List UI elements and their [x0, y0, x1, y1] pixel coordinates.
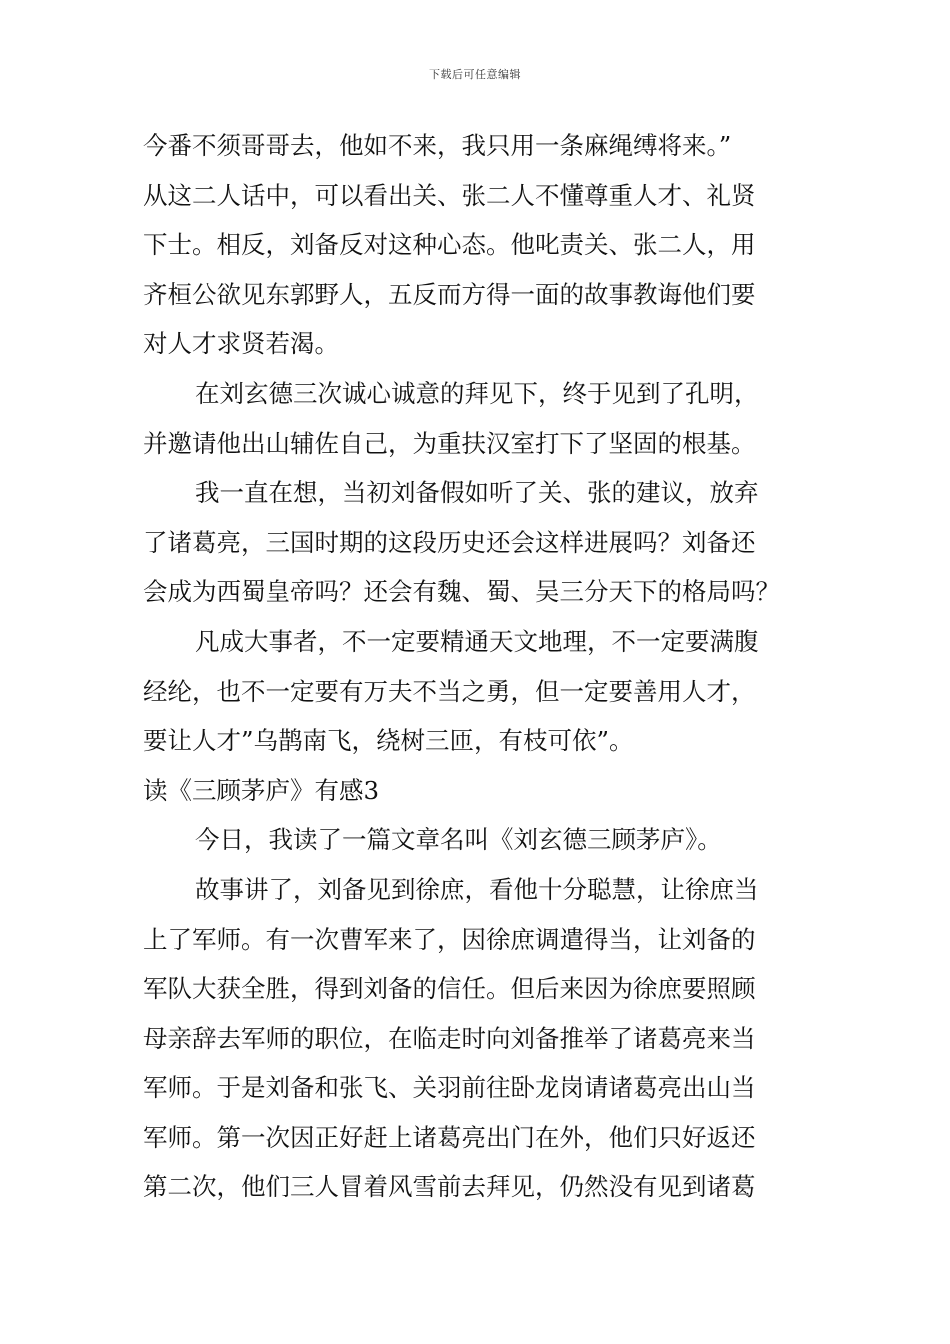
- text-line: 从这二人话中，可以看出关、张二人不懂尊重人才、礼贤: [143, 180, 756, 210]
- text-line: 凡成大事者，不一定要精通天文地理，不一定要满腹: [195, 626, 759, 656]
- text-line: 经纶，也不一定要有万夫不当之勇，但一定要善用人才，: [143, 676, 756, 706]
- text-line: 对人才求贤若渴。: [143, 329, 339, 359]
- text-line: 并邀请他出山辅佐自己，为重扶汉室打下了坚固的根基。: [143, 428, 756, 458]
- section-heading: 读《三顾茅庐》有感3: [143, 775, 380, 805]
- text-line: 第二次，他们三人冒着风雪前去拜见，仍然没有见到诸葛: [143, 1172, 756, 1202]
- text-line: 军队大获全胜，得到刘备的信任。但后来因为徐庶要照顾: [143, 974, 756, 1004]
- text-line: 今日，我读了一篇文章名叫《刘玄德三顾茅庐》。: [195, 825, 722, 855]
- text-line: 上了军师。有一次曹军来了，因徐庶调遣得当，让刘备的: [143, 924, 756, 954]
- text-line: 下士。相反，刘备反对这种心态。他叱责关、张二人，用: [143, 230, 756, 260]
- text-line: 今番不须哥哥去，他如不来，我只用一条麻绳缚将来。”: [143, 131, 732, 160]
- text-line: 会成为西蜀皇帝吗？还会有魏、蜀、吴三分天下的格局吗？: [143, 577, 780, 607]
- text-line: 故事讲了，刘备见到徐庶，看他十分聪慧，让徐庶当: [195, 874, 759, 904]
- text-line: 要让人才”乌鹊南飞，绕树三匝，有枝可依”。: [143, 726, 634, 756]
- text-line: 齐桓公欲见东郭野人，五反而方得一面的故事教诲他们要: [143, 279, 756, 309]
- document-body: [143, 121, 815, 1212]
- page-header: 下载后可任意编辑: [429, 68, 521, 81]
- text-line: 我一直在想，当初刘备假如听了关、张的建议，放弃: [195, 478, 759, 508]
- text-line: 军师。第一次因正好赶上诸葛亮出门在外，他们只好返还: [143, 1122, 756, 1152]
- text-line: 军师。于是刘备和张飞、关羽前往卧龙岗请诸葛亮出山当: [143, 1073, 756, 1103]
- text-line: 母亲辞去军师的职位，在临走时向刘备推举了诸葛亮来当: [143, 1023, 756, 1053]
- text-line: 在刘玄德三次诚心诚意的拜见下，终于见到了孔明，: [195, 378, 759, 408]
- text-line: 了诸葛亮，三国时期的这段历史还会这样进展吗？刘备还: [143, 527, 756, 557]
